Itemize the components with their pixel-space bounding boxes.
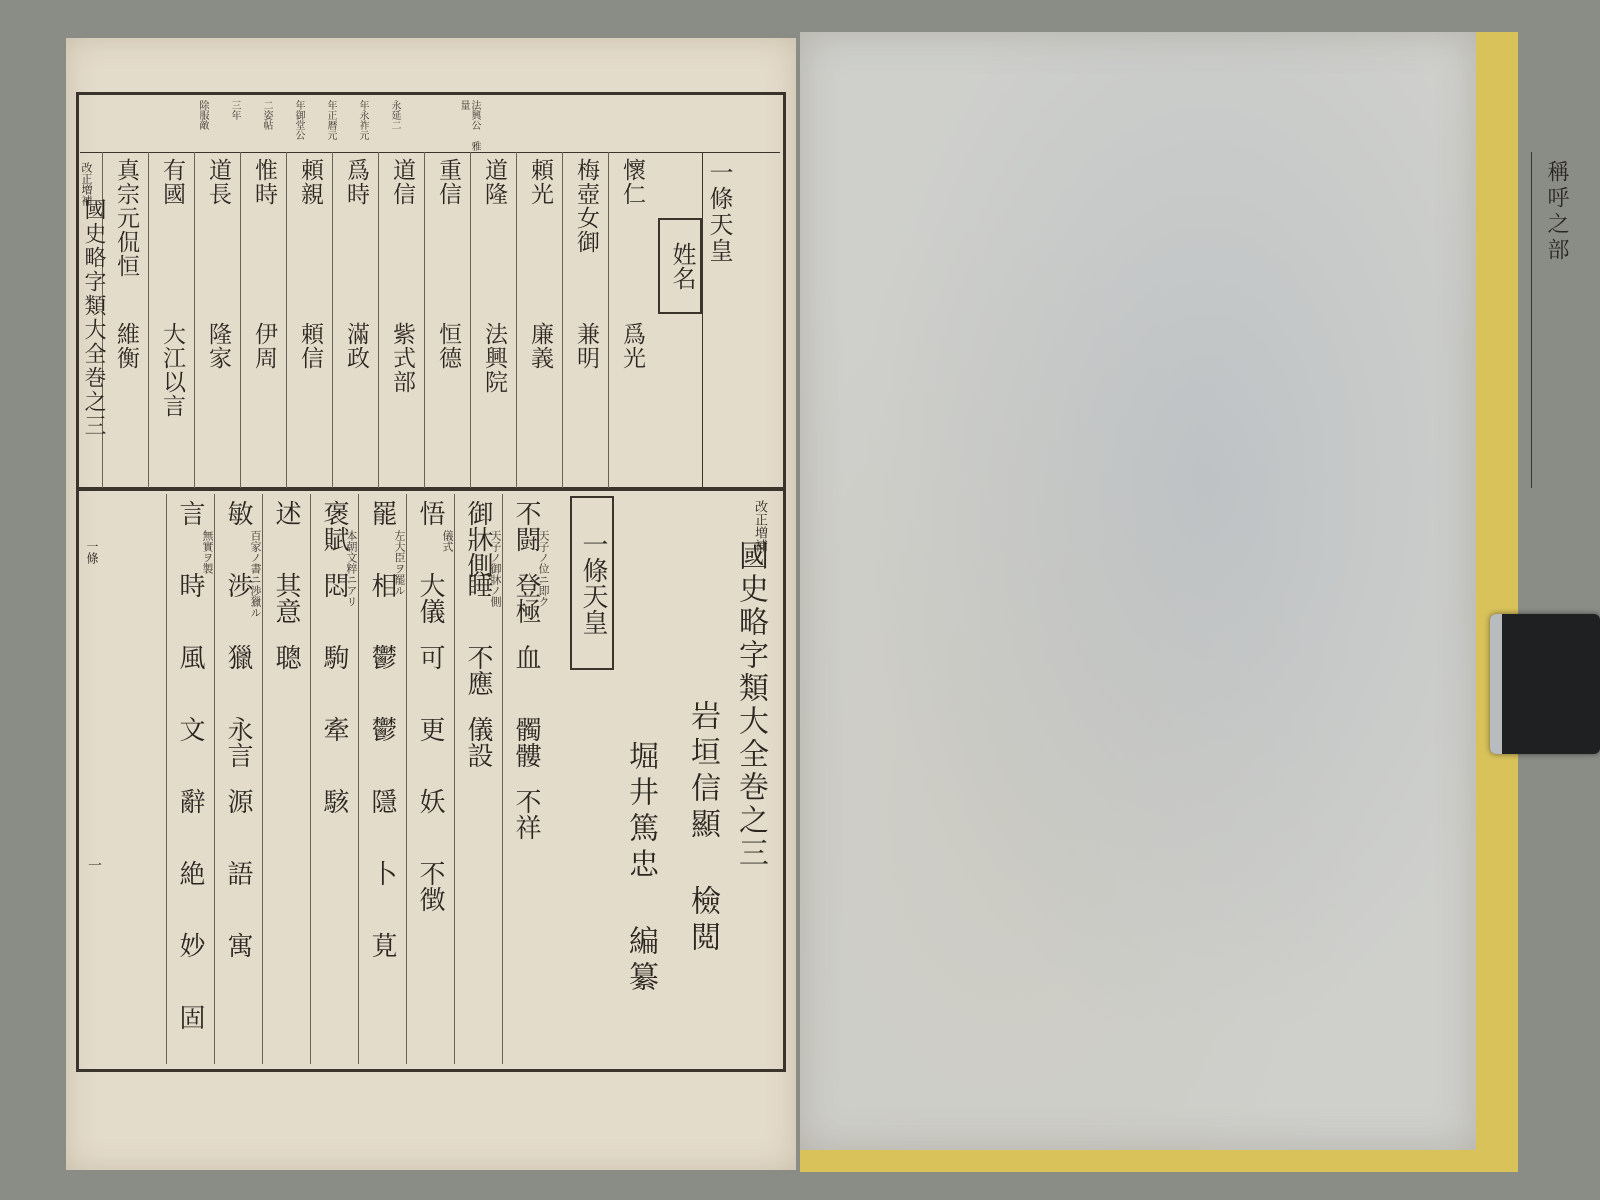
entry-primary: 頼光 (527, 158, 553, 206)
book-title-small: 改正増補 (752, 500, 767, 552)
note: 年永祚元 (357, 100, 368, 140)
entry-column (608, 152, 655, 488)
grid-word: 源 (223, 788, 253, 814)
grid-word: 妙 (175, 932, 205, 958)
entry-primary: 道信 (389, 158, 415, 206)
binder-clip-edge (1490, 614, 1502, 754)
entry-secondary: 廉義 (527, 322, 553, 370)
note: 法興公 雅量 (458, 100, 480, 151)
running-title-text: 國史略字類大全巻之三 (81, 198, 106, 438)
grid-word: 文 (175, 716, 205, 742)
grid-word: 可 (415, 644, 445, 670)
grid-gloss: 天子ノ御牀ノ側 (489, 530, 502, 607)
running-title-small: 改正増補 (80, 162, 93, 206)
grid-word: 褒賦 (319, 500, 349, 552)
grid-word: 辭 (175, 788, 205, 814)
grid-column (502, 494, 551, 1064)
note: 年御堂公 (293, 100, 304, 140)
entry-secondary: 法興院 (481, 322, 507, 394)
entry-column (562, 152, 609, 488)
grid-word: 登極 (511, 572, 541, 624)
entry-primary: 爲時 (343, 158, 369, 206)
entry-primary: 頼親 (297, 158, 323, 206)
grid-word: 言 (175, 500, 205, 526)
grid-word: 相 (367, 572, 397, 598)
grid-word: 其意 (271, 572, 301, 624)
entry-secondary: 爲光 (619, 322, 645, 370)
grid-word: 御牀側 (463, 500, 493, 578)
entry-primary: 梅壺女御 (573, 158, 599, 254)
grid-word: 妖 (415, 788, 445, 814)
grid-gloss: 本朝文粹ニアリ (345, 530, 358, 607)
grid-word: 卜 (367, 860, 397, 886)
entry-secondary: 兼明 (573, 322, 599, 370)
grid-word: 不應 (463, 644, 493, 696)
binder-clip (1490, 614, 1600, 754)
grid-word: 時 (175, 572, 205, 598)
entry-primary: 重信 (435, 158, 461, 206)
entry-column (148, 152, 195, 488)
grid-word: 述 (271, 500, 301, 526)
entry-column (240, 152, 287, 488)
grid-word: 莧 (367, 932, 397, 958)
grid-word: 罷 (367, 500, 397, 526)
grid-word: 更 (415, 716, 445, 742)
entry-secondary: 隆家 (205, 322, 231, 370)
grid-word: 風 (175, 644, 205, 670)
entry-column (102, 152, 149, 488)
grid-word: 髑髏 (511, 716, 541, 768)
grid-word: 悶 (319, 572, 349, 598)
grid-word: 隱 (367, 788, 397, 814)
grid-word: 敏 (223, 500, 253, 526)
grid-word: 獵 (223, 644, 253, 670)
entry-column (470, 152, 517, 488)
blank-leaf (800, 32, 1476, 1150)
entry-primary: 有國 (159, 158, 185, 206)
grid-gloss: 天子ノ位ニ即ク (537, 530, 550, 607)
grid-column (454, 494, 503, 1064)
entry-secondary: 恒德 (435, 322, 461, 370)
grid-word: 永言 (223, 716, 253, 768)
entry-secondary: 伊周 (251, 322, 277, 370)
entry-primary: 真宗元侃恒 (113, 158, 139, 278)
name-label-box: 姓名 (658, 218, 702, 314)
grid-word: 固 (175, 1004, 205, 1030)
entry-column (424, 152, 471, 488)
book-title: 國史略字類大全巻之三 (733, 540, 768, 870)
grid-word: 聰 (271, 644, 301, 670)
grid-column (262, 494, 311, 1064)
author-reviewer: 岩垣信顯 檢閲 (685, 700, 720, 957)
entry-primary: 道長 (205, 158, 231, 206)
entry-primary: 懷仁 (619, 158, 645, 206)
emperor-label-box: 一條天皇 (570, 496, 614, 670)
grid-word: 儀設 (463, 716, 493, 768)
grid-word: 渉 (223, 572, 253, 598)
note: 三年 (229, 100, 240, 120)
grid-word: 寓 (223, 932, 253, 958)
running-title (78, 158, 106, 488)
entry-secondary: 頼信 (297, 322, 323, 370)
grid-word: 駒 (319, 644, 349, 670)
grid-word: 語 (223, 860, 253, 886)
grid-word: 鬱 (367, 716, 397, 742)
note: 除服敵 (197, 100, 208, 130)
book-title-column (728, 496, 776, 1066)
top-notes-row (80, 96, 780, 153)
grid-column (310, 494, 359, 1064)
emperor-title-column (702, 152, 745, 488)
grid-column (214, 494, 263, 1064)
grid-word: 悟 (415, 500, 445, 526)
grid-gloss: 無實ヲ製 (201, 530, 214, 574)
grid-column (166, 494, 215, 1064)
grid-word: 血 (511, 644, 541, 670)
entry-column (332, 152, 379, 488)
grid-word: 絶 (175, 860, 205, 886)
note: 永延二 (389, 100, 400, 130)
entry-primary: 惟時 (251, 158, 277, 206)
entry-column (194, 152, 241, 488)
grid-column (358, 494, 407, 1064)
grid-gloss: 左大臣ヲ罷ル (393, 530, 406, 596)
entry-secondary: 維衡 (113, 322, 139, 370)
author-editor: 堀井篤忠 編纂 (623, 740, 658, 997)
section-header: 稱呼之部 (1544, 160, 1569, 264)
margin-text: 一條 (85, 540, 99, 564)
entry-secondary: 紫式部 (389, 322, 415, 394)
page-number: 一 (86, 858, 102, 872)
note: 二姿帖 (261, 100, 272, 130)
grid-gloss: 儀式 (441, 530, 454, 552)
grid-word: 睡 (463, 572, 493, 598)
entry-column (286, 152, 333, 488)
grid-word: 牽 (319, 716, 349, 742)
entry-secondary: 大江以言 (159, 322, 185, 418)
entry-primary: 道隆 (481, 158, 507, 206)
grid-word: 駭 (319, 788, 349, 814)
section-header-column (1531, 152, 1582, 488)
grid-word: 不祥 (511, 788, 541, 840)
grid-word: 鬱 (367, 644, 397, 670)
grid-gloss: 百家ノ書ニ渉獵ル (249, 530, 262, 618)
grid-column (406, 494, 455, 1064)
entry-column (378, 152, 425, 488)
entry-column (516, 152, 563, 488)
note: 年正暦元 (325, 100, 336, 140)
emperor-title: 一條天皇 (705, 160, 733, 264)
entry-secondary: 滿政 (343, 322, 369, 370)
grid-word: 大儀 (415, 572, 445, 624)
grid-word: 不闘 (511, 500, 541, 552)
grid-word: 不徴 (415, 860, 445, 912)
